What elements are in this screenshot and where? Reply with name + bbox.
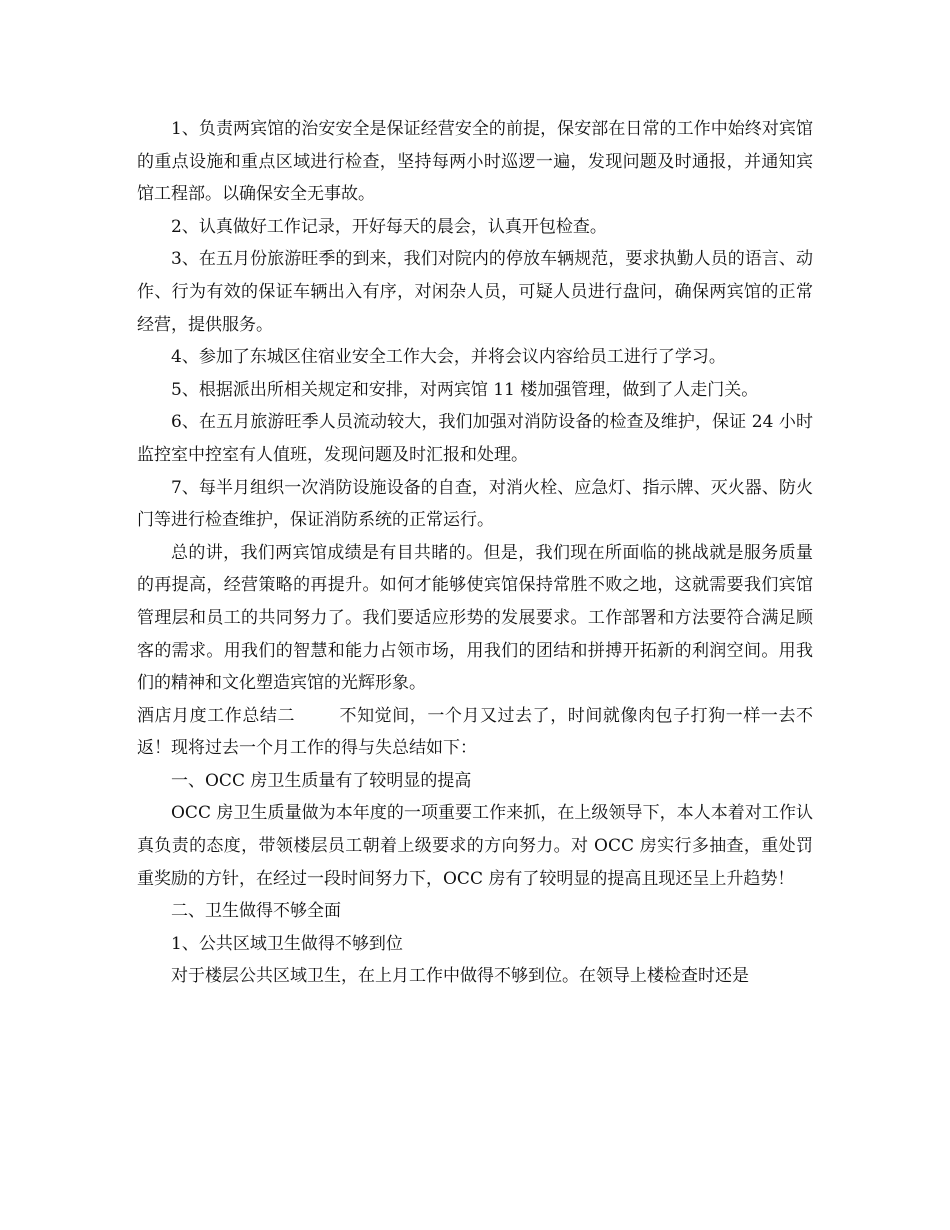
summary-paragraph: 总的讲，我们两宾馆成绩是有目共睹的。但是，我们现在所面临的挑战就是服务质量的再提高，经营策略的再提升。如何才能够使宾馆保持常胜不败之地，这就需要我们宾馆管理层和员工的共同努力了。我们要适应形势的发展要求。工作部署和方法要符合满足顾客的需求。用我们的智慧和能力占领市场，用我们的团结和拼搏开拓新的利润空间。用我们的精神和文化塑造宾馆的光辉形象。 <box>137 542 813 694</box>
document-body <box>137 113 813 993</box>
paragraph-item-3: 3、在五月份旅游旺季的到来，我们对院内的停放车辆规范，要求执勤人员的语言、动作、行为有效的保证车辆出入有序，对闲杂人员，可疑人员进行盘问，确保两宾馆的正常经营，提供服务。 <box>137 249 813 335</box>
paragraph-occ-quality: OCC 房卫生质量做为本年度的一项重要工作来抓，在上级领导下，本人本着对工作认真负责的态度，带领楼层员工朝着上级要求的方向努力。对 OCC 房实行多抽查，重处罚重奖励的方针，在经过一段时间努力下，OCC 房有了较明显的提高且现还呈上升趋势！ <box>137 803 813 889</box>
heading-occ-quality: 一、OCC 房卫生质量有了较明显的提高 <box>171 770 472 791</box>
paragraph-public-area: 对于楼层公共区域卫生，在上月工作中做得不够到位。在领导上楼检查时还是 <box>171 966 749 987</box>
paragraph-item-1: 1、负责两宾馆的治安安全是保证经营安全的前提，保安部在日常的工作中始终对宾馆的重点设施和重点区域进行检查，坚持每两小时巡逻一遍，发现问题及时通报，并通知宾馆工程部。以确保安全无事故。 <box>137 119 813 205</box>
section-two-intro <box>137 700 813 765</box>
paragraph-item-7: 7、每半月组织一次消防设施设备的自查，对消火栓、应急灯、指示牌、灭火器、防火门等进行检查维护，保证消防系统的正常运行。 <box>137 477 813 531</box>
section-two-title: 酒店月度工作总结二 <box>137 705 295 726</box>
subheading-public-area: 1、公共区域卫生做得不够到位 <box>171 933 403 954</box>
paragraph-item-5: 5、根据派出所相关规定和安排，对两宾馆 11 楼加强管理，做到了人走门关。 <box>171 379 759 400</box>
paragraph-item-2: 2、认真做好工作记录，开好每天的晨会，认真开包检查。 <box>171 216 607 237</box>
heading-hygiene: 二、卫生做得不够全面 <box>171 901 341 922</box>
section-two-intro-text: 不知觉间，一个月又过去了，时间就像肉包子打狗一样一去不返！现将过去一个月工作的得与失总结如下： <box>137 705 813 759</box>
paragraph-item-4: 4、参加了东城区住宿业安全工作大会，并将会议内容给员工进行了学习。 <box>171 347 726 368</box>
paragraph-item-6: 6、在五月旅游旺季人员流动较大，我们加强对消防设备的检查及维护，保证 24 小时监控室中控室有人值班，发现问题及时汇报和处理。 <box>137 412 813 465</box>
